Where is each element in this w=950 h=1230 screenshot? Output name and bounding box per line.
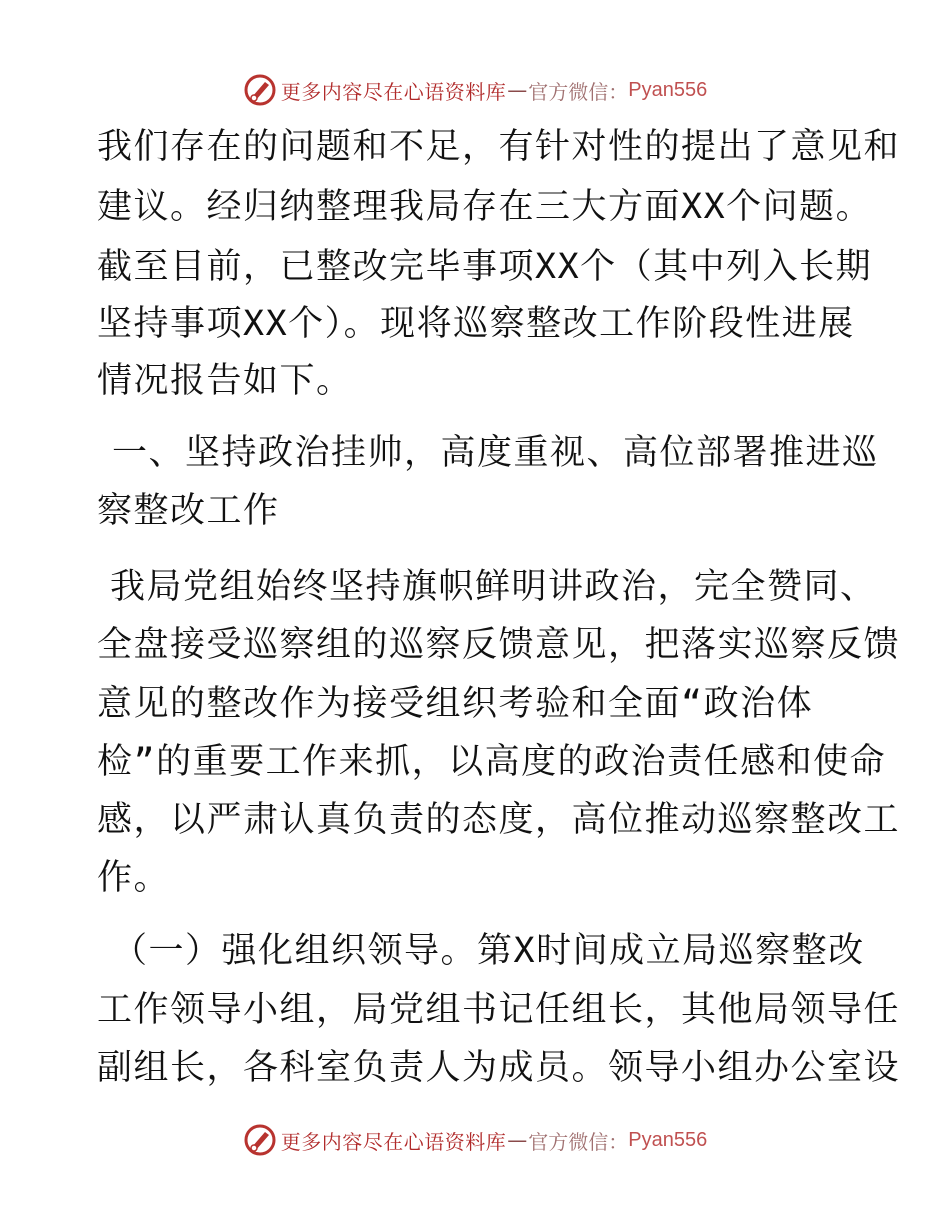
brand-logo-icon [243,73,277,107]
watermark-banner-bottom [0,1120,950,1160]
text-line: 我们存在的问题和不足，有针对性的提出了意见和 [97,127,901,167]
section-heading: 一、坚持政治挂帅，高度重视、高位部署推进巡 [112,433,879,473]
section-heading: 察整改工作 [97,491,280,531]
text-line: 副组长，各科室负责人为成员。领导小组办公室设 [97,1048,901,1088]
text-line: 我局党组始终坚持旗帜鲜明讲政治，完全赞同、 [110,567,877,607]
watermark-separator: — [507,78,528,102]
watermark-brand: 更多内容尽在心语资料库 [280,79,507,104]
watermark-id: Pyan556 [628,1128,708,1151]
text-line: 作。 [97,858,171,898]
text-line: 建议。经归纳整理我局存在三大方面XX个问题。 [97,187,873,227]
watermark-label: 官方微信： [528,1129,629,1154]
watermark-brand: 更多内容尽在心语资料库 [280,1129,507,1154]
text-line: 工作领导小组，局党组书记任组长，其他局领导任 [97,990,901,1030]
text-line: 情况报告如下。 [97,361,353,401]
watermark-separator: — [507,1128,528,1152]
text-line: 坚持事项XX个）。现将巡察整改工作阶段性进展 [97,304,855,344]
text-line: 检”的重要工作来抓，以高度的政治责任感和使命 [97,742,887,782]
text-line: 全盘接受巡察组的巡察反馈意见，把落实巡察反馈 [97,625,901,665]
watermark-id: Pyan556 [628,78,708,101]
text-line: 感，以严肃认真负责的态度，高位推动巡察整改工 [97,800,901,840]
text-line: 意见的整改作为接受组织考验和全面“政治体 [97,684,814,724]
watermark-label: 官方微信： [528,79,629,104]
subsection-line: （一）强化组织领导。第X时间成立局巡察整改 [112,931,865,971]
watermark-banner-top [0,70,950,110]
brand-logo-icon [243,1123,277,1157]
text-line: 截至目前，已整改完毕事项XX个（其中列入长期 [97,247,873,287]
